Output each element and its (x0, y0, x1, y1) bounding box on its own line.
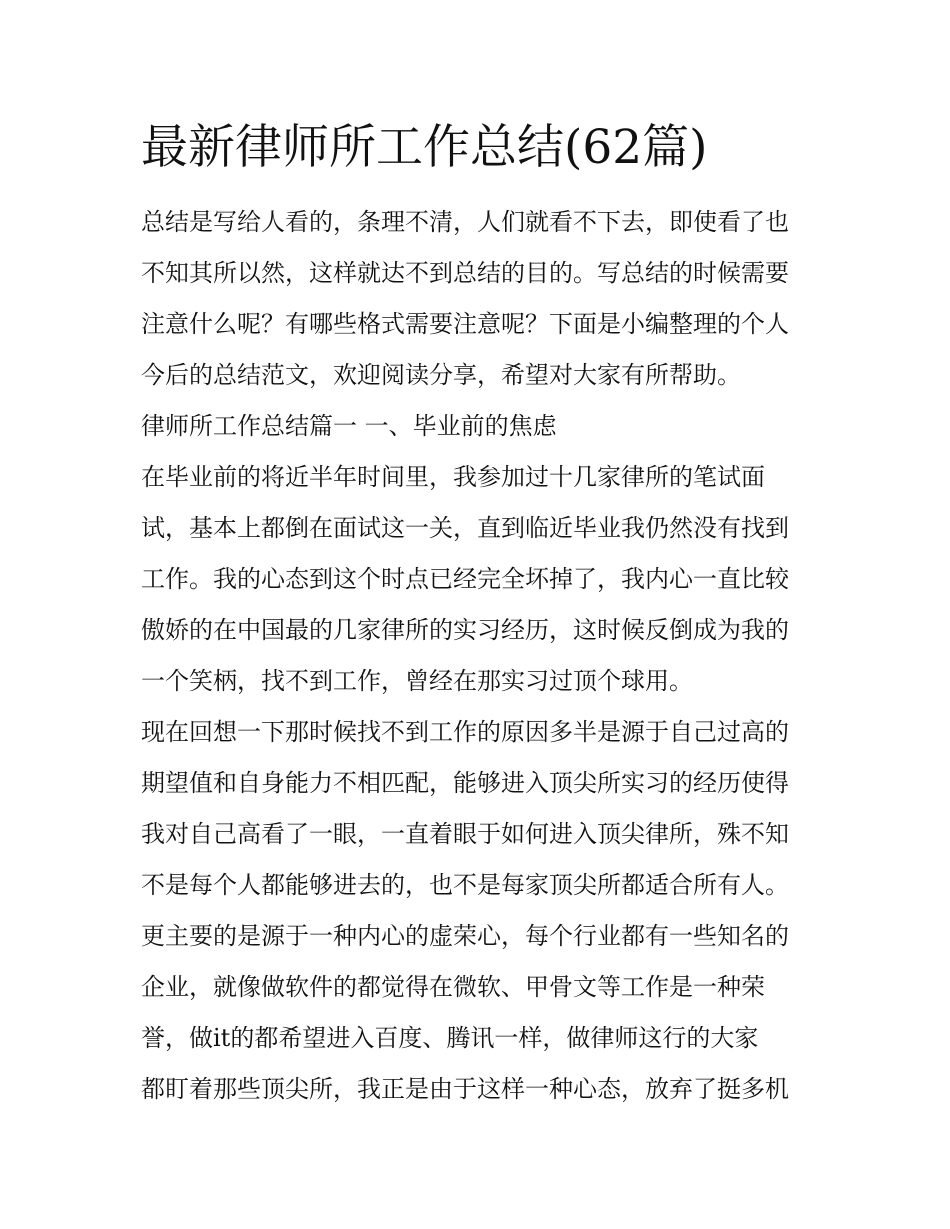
body-line: 傲娇的在中国最的几家律所的实习经历，这时候反倒成为我的 (141, 616, 789, 644)
body-line: 注意什么呢？有哪些格式需要注意呢？下面是小编整理的个人 (141, 310, 789, 338)
body-line: 工作。我的心态到这个时点已经完全坏掉了，我内心一直比较 (141, 565, 789, 593)
body-line: 不知其所以然，这样就达不到总结的目的。写总结的时候需要 (141, 259, 789, 287)
body-line: 一个笑柄，找不到工作，曾经在那实习过顶个球用。 (141, 667, 693, 695)
body-line: 总结是写给人看的，条理不清，人们就看不下去，即使看了也 (141, 208, 789, 236)
body-line: 期望值和自身能力不相匹配，能够进入顶尖所实习的经历使得 (141, 769, 789, 797)
body-line: 在毕业前的将近半年时间里，我参加过十几家律所的笔试面 (141, 463, 765, 491)
document-body (141, 197, 831, 1115)
body-line: 试，基本上都倒在面试这一关，直到临近毕业我仍然没有找到 (141, 514, 789, 542)
body-line: 不是每个人都能够进去的，也不是每家顶尖所都适合所有人。 (141, 871, 789, 899)
body-line: 现在回想一下那时候找不到工作的原因多半是源于自己过高的 (141, 718, 789, 746)
section-heading: 律师所工作总结篇一 一、毕业前的焦虑 (141, 412, 557, 440)
document-title: 最新律师所工作总结(62篇) (141, 120, 708, 175)
body-line: 都盯着那些顶尖所，我正是由于这样一种心态，放弃了挺多机 (141, 1075, 789, 1103)
body-line: 企业，就像做软件的都觉得在微软、甲骨文等工作是一种荣 (141, 973, 765, 1001)
body-line: 今后的总结范文，欢迎阅读分享，希望对大家有所帮助。 (141, 361, 741, 389)
body-line: 更主要的是源于一种内心的虚荣心，每个行业都有一些知名的 (141, 922, 789, 950)
body-line: 我对自己高看了一眼，一直着眼于如何进入顶尖律所，殊不知 (141, 820, 789, 848)
body-line: 誉，做it的都希望进入百度、腾讯一样，做律师这行的大家 (141, 1024, 759, 1052)
